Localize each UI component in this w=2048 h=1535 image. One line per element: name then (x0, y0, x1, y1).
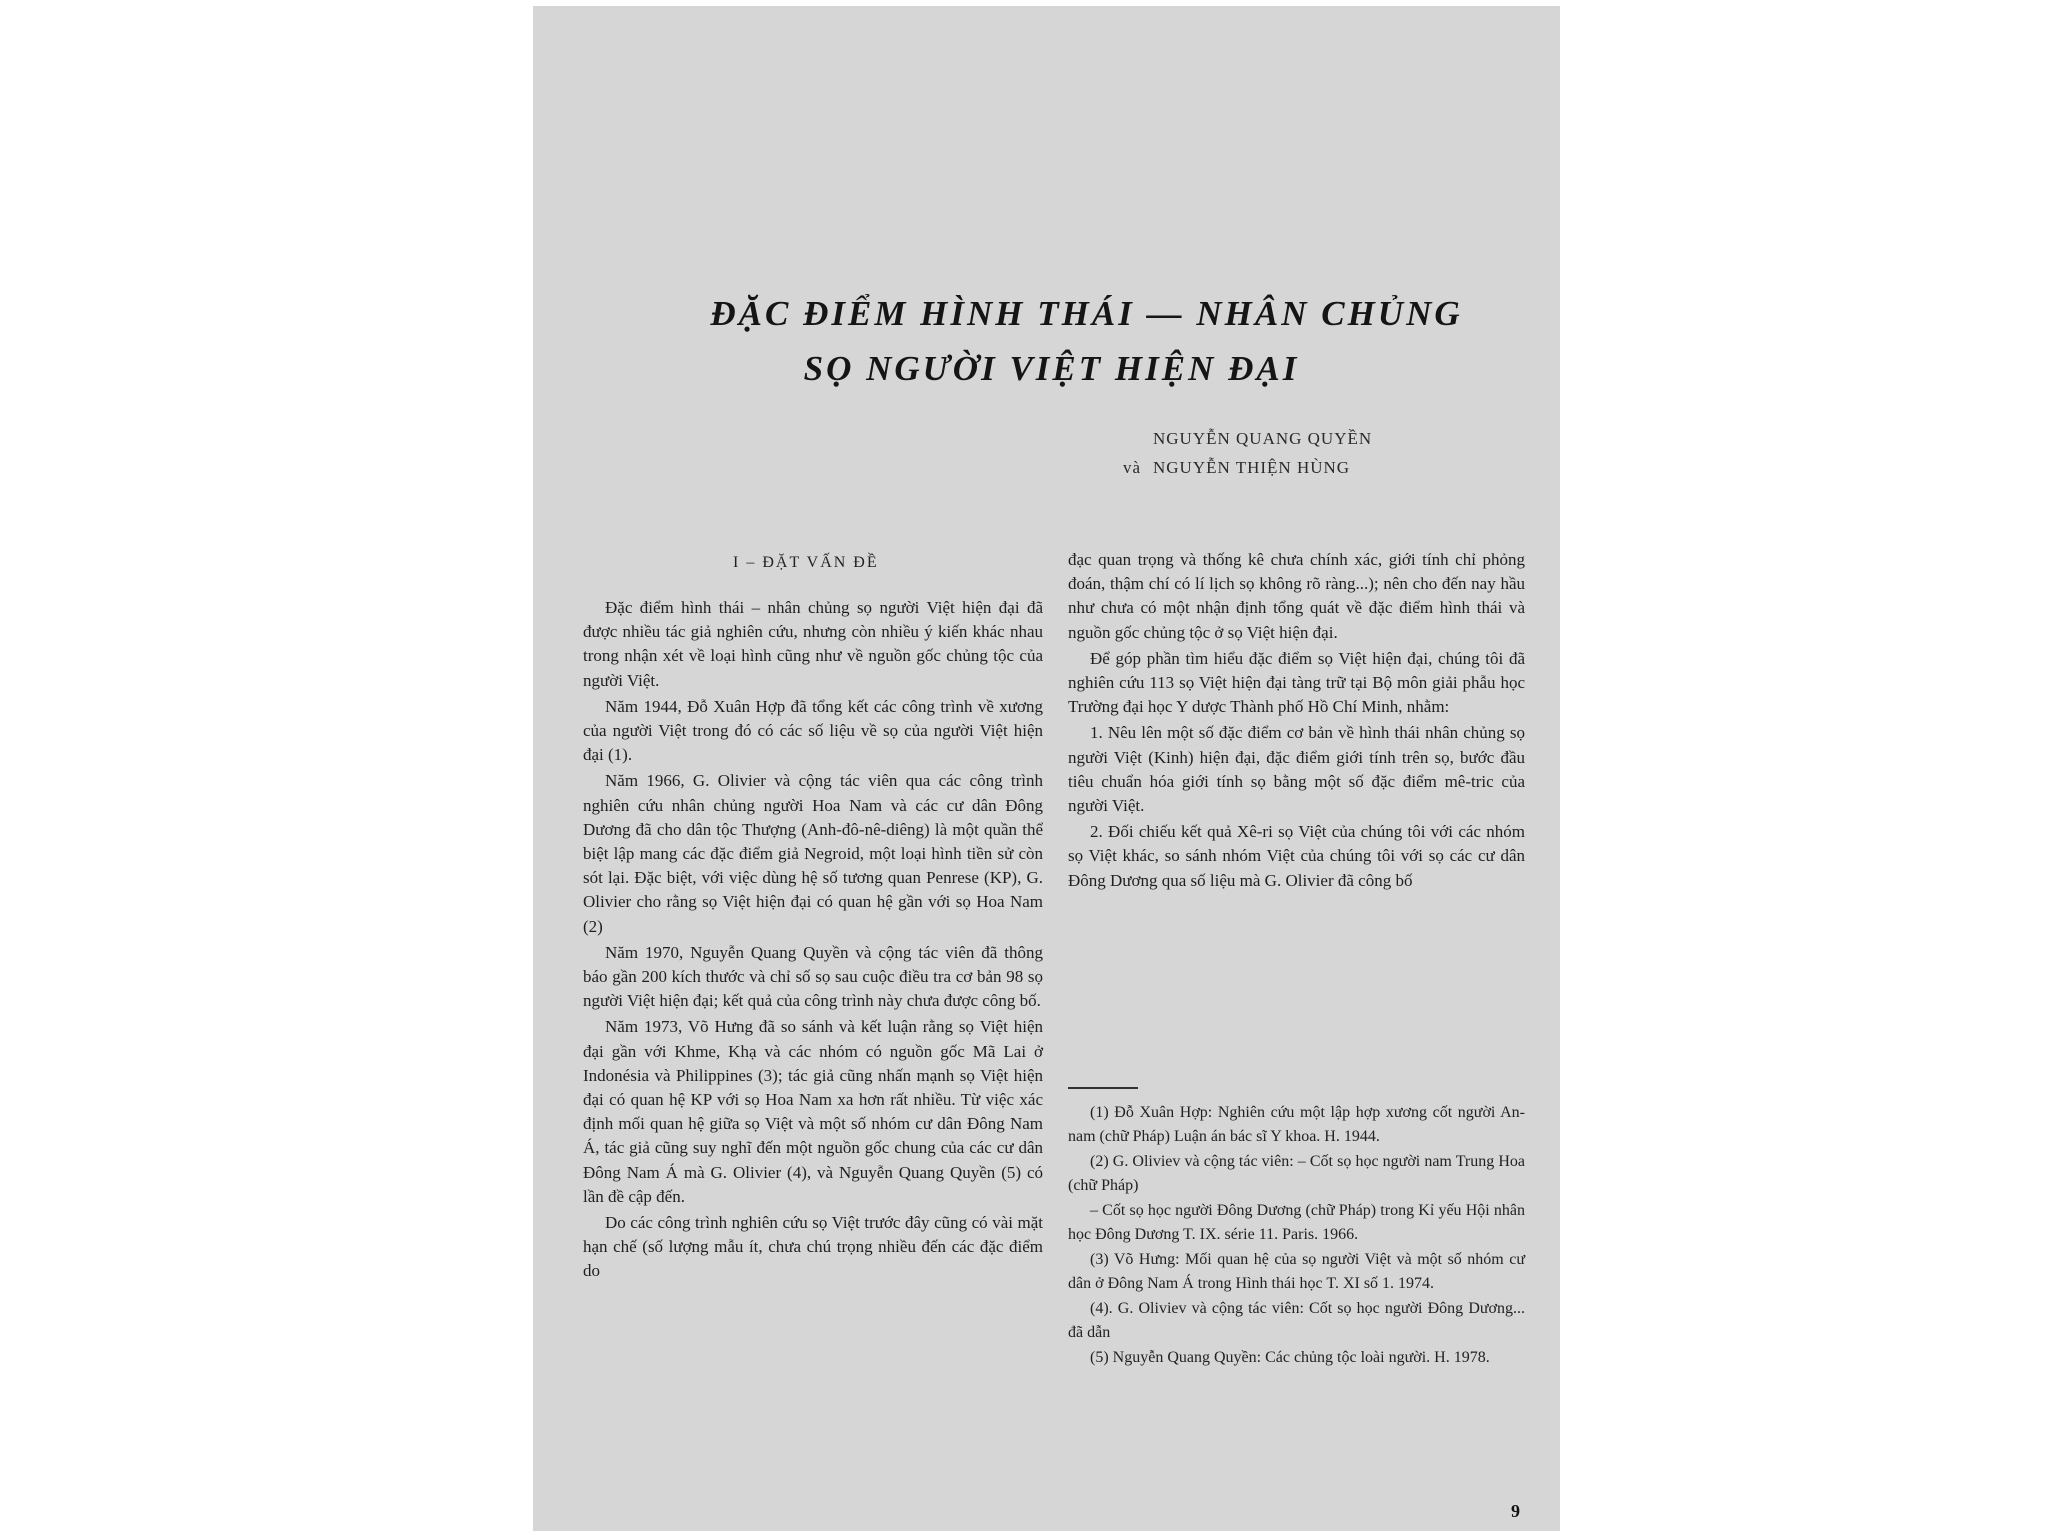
left-column (583, 596, 1043, 1284)
paragraph: Năm 1966, G. Olivier và cộng tác viên qua các công trình nghiên cứu nhân chủng người Hoa Nam và các cư dân Đông Dương đã cho dân tộc Thượng (Anh-đô-nê-diêng) là một quần thể biệt lập mang các đặc điểm giả Negroid, một loại hình tiền sử còn sót lại. Đặc biệt, với việc dùng hệ số tương quan Penrese (KP), G. Olivier cho rằng sọ Việt hiện đại có quan hệ gần với sọ Hoa Nam (2) (583, 771, 1043, 936)
section-heading: I – ĐẶT VẤN ĐỀ (733, 554, 879, 571)
page-number: 9 (1511, 1501, 1520, 1521)
author-2: NGUYỄN THIỆN HÙNG (1153, 458, 1351, 477)
right-column (1068, 548, 1525, 893)
footnote: (4). G. Oliviev và cộng tác viên: Cốt sọ học người Đông Dương... đã dẫn (1068, 1300, 1525, 1341)
footnote: (2) G. Oliviev và cộng tác viên: – Cốt sọ học người nam Trung Hoa (chữ Pháp) (1068, 1153, 1525, 1194)
footnote: – Cốt sọ học người Đông Dương (chữ Pháp) trong Kỉ yếu Hội nhân học Đông Dương T. IX. série 11. Paris. 1966. (1068, 1202, 1525, 1243)
paragraph: Để góp phần tìm hiểu đặc điểm sọ Việt hiện đại, chúng tôi đã nghiên cứu 113 sọ Việt hiện đại tàng trữ tại Bộ môn giải phẫu học Trường đại học Y dược Thành phố Hồ Chí Minh, nhằm: (1068, 648, 1525, 717)
paragraph: 1. Nêu lên một số đặc điểm cơ bản về hình thái nhân chủng sọ người Việt (Kinh) hiện đại, đặc điểm giới tính trên sọ, bước đầu tiêu chuẩn hóa giới tính sọ bằng một số đặc điểm mê-tric của người Việt. (1068, 723, 1525, 816)
footnote: (5) Nguyễn Quang Quyền: Các chủng tộc loài người. H. 1978. (1090, 1349, 1490, 1366)
paragraph: Năm 1973, Võ Hưng đã so sánh và kết luận rằng sọ Việt hiện đại gần với Khme, Khạ và các nhóm có nguồn gốc Mã Lai ở Indonésia và Philippines (3); tác giả cũng nhấn mạnh sọ Việt hiện đại có quan hệ KP với sọ Hoa Nam xa hơn rất nhiều. Từ việc xác định mối quan hệ giữa sọ Việt và một số nhóm cư dân Đông Nam Á, tác giả cũng suy nghĩ đến một nguồn gốc chung của các cư dân Đông Nam Á mà G. Olivier (4), và Nguyễn Quang Quyền (5) có lần đề cập đến. (583, 1017, 1043, 1206)
document-page (533, 6, 1560, 1531)
paragraph: Năm 1944, Đỗ Xuân Hợp đã tổng kết các công trình về xương của người Việt trong đó có các số liệu về sọ của người Việt hiện đại (1). (583, 696, 1043, 765)
title-line-2: SỌ NGƯỜI VIỆT HIỆN ĐẠI (803, 349, 1300, 388)
authors (1123, 424, 1373, 482)
title-line-1: ĐẶC ĐIỂM HÌNH THÁI — NHÂN CHỦNG (710, 294, 1463, 333)
author-1: NGUYỄN QUANG QUYỀN (1153, 429, 1373, 448)
footnote: (3) Võ Hưng: Mối quan hệ của sọ người Việt và một số nhóm cư dân ở Đông Nam Á trong Hình thái học T. XI số 1. 1974. (1068, 1251, 1525, 1292)
paragraph: Đặc điểm hình thái – nhân chủng sọ người Việt hiện đại đã được nhiều tác giả nghiên cứu, nhưng còn nhiều ý kiến khác nhau trong nhận xét về loại hình cũng như về nguồn gốc chủng tộc của người Việt. (583, 598, 1043, 690)
paragraph: Năm 1970, Nguyễn Quang Quyền và cộng tác viên đã thông báo gần 200 kích thước và chỉ số sọ sau cuộc điều tra cơ bản 98 sọ người Việt hiện đại; kết quả của công trình này chưa được công bố. (583, 942, 1043, 1011)
author-conjunction: và (1123, 458, 1142, 477)
paragraph: Do các công trình nghiên cứu sọ Việt trước đây cũng có vài mặt hạn chế (số lượng mẫu ít, chưa chú trọng nhiều đến các đặc điểm do (583, 1213, 1043, 1281)
footnote-divider (1068, 1087, 1138, 1089)
footnotes (1068, 1101, 1525, 1371)
footnote: (1) Đỗ Xuân Hợp: Nghiên cứu một lập hợp xương cốt người An-nam (chữ Pháp) Luận án bác sĩ Y khoa. H. 1944. (1068, 1104, 1525, 1145)
paragraph: đạc quan trọng và thống kê chưa chính xác, giới tính chỉ phỏng đoán, thậm chí có lí lịch sọ không rõ ràng...); nên cho đến nay hầu như chưa có một nhận định tổng quát về đặc điểm hình thái và nguồn gốc chủng tộc ở sọ Việt hiện đại. (1068, 550, 1525, 642)
paragraph: 2. Đối chiếu kết quả Xê-ri sọ Việt của chúng tôi với các nhóm sọ Việt khác, so sánh nhóm Việt của chúng tôi với sọ các cư dân Đông Dương qua số liệu mà G. Olivier đã công bố (1068, 822, 1525, 890)
